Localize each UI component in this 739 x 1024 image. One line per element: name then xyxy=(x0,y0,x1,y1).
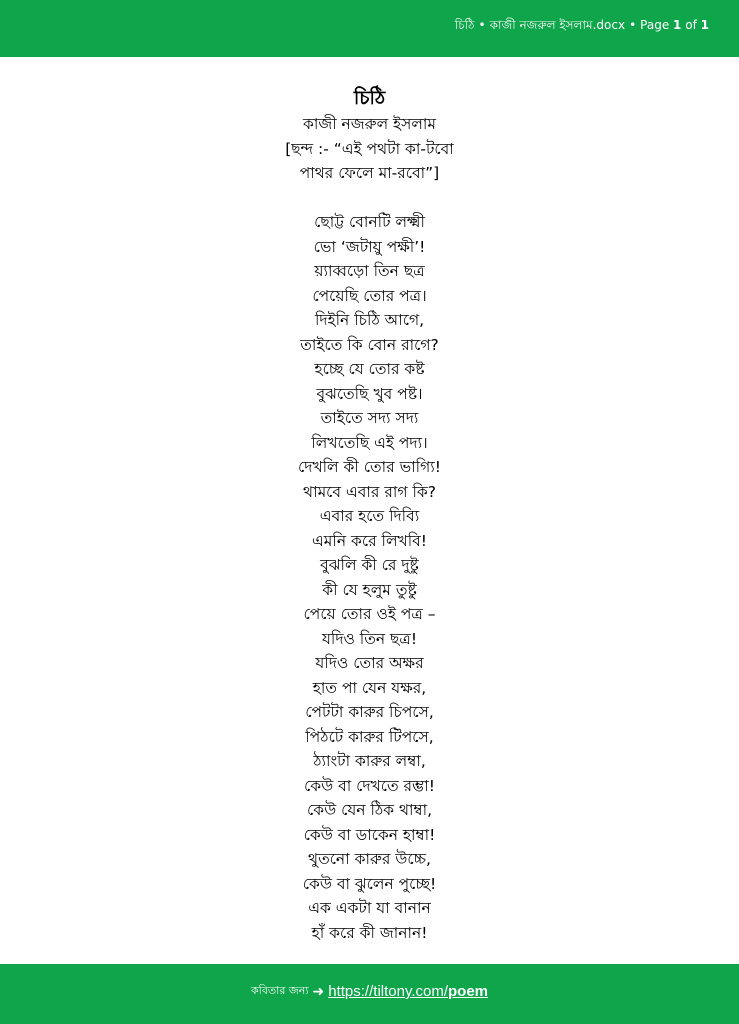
page-of: of xyxy=(685,18,697,32)
poem-line: যদিও তিন ছত্র! xyxy=(321,629,418,648)
poem-line: য়্যাব্বড়ো তিন ছত্র xyxy=(314,262,425,280)
poem-author: কাজী নজরুল ইসলাম xyxy=(302,115,436,133)
poem-title: চিঠি xyxy=(353,87,386,109)
poem-body xyxy=(0,84,739,945)
poem-line: বুঝতেছি খুব পষ্ট। xyxy=(316,384,423,403)
poem-line: থামবে এবার রাগ কি? xyxy=(303,482,436,501)
poem-line: ভো ‘জটায়ু পক্ষী’! xyxy=(313,237,426,256)
meter-note-line-1: [ছন্দ :- “এই পথটা কা-টবো xyxy=(285,139,454,158)
poem-line: হাঁ করে কী জানান! xyxy=(311,923,428,942)
poem-line: ছোট্ট বোনটি লক্ষ্মী xyxy=(314,213,425,231)
doc-author: কাজী নজরুল ইসলাম xyxy=(489,18,593,32)
poem-line: পেয়েছি তোর পত্র। xyxy=(312,286,427,305)
poem-line: থুতনো কারুর উচ্চে, xyxy=(308,850,431,868)
poem-line: হাত পা যেন যক্ষর, xyxy=(312,678,427,697)
poem-line: যদিও তোর অক্ষর xyxy=(315,654,424,672)
doc-extension: .docx xyxy=(592,18,626,32)
poem-line: ঠ্যাংটা কারুর লম্বা, xyxy=(313,752,426,770)
poem-line: এমনি করে লিখবি! xyxy=(312,531,427,550)
poem-line: কেউ বা দেখতে রম্ভা! xyxy=(303,776,436,795)
link-prefix: https://tiltony.com/ xyxy=(328,983,449,1000)
page-label: Page xyxy=(640,18,670,32)
poem-line: এক একটা যা বানান xyxy=(308,899,431,917)
doc-title: চিঠি xyxy=(454,18,475,32)
poem-line: তাইতে কি বোন রাগে? xyxy=(300,335,439,354)
link-bold-part: poem xyxy=(448,983,489,1000)
page-current: 1 xyxy=(673,18,682,32)
poem-line: এবার হতে দিব্যি xyxy=(319,507,420,525)
poem-line: হচ্ছে যে তোর কষ্ট xyxy=(314,360,425,378)
poem-line: পেটটা কারুর চিপসে, xyxy=(305,703,434,721)
poem-line: কী যে হলুম তুষ্টু xyxy=(322,580,417,599)
poem-line: পেয়ে তোর ওই পত্র – xyxy=(303,605,436,623)
separator-dot: • xyxy=(629,18,637,32)
poem-line: কেউ যেন ঠিক থাম্বা, xyxy=(306,801,433,819)
footer-content xyxy=(0,981,739,1001)
poem-line: তাইতে সদ্য সদ্য xyxy=(320,409,419,427)
stanza-spacer xyxy=(0,186,739,211)
arrow-right-icon: ➜ xyxy=(312,983,325,1000)
meter-note-line-2: পাথর ফেলে মা-রবো”] xyxy=(299,164,440,182)
footer-label: কবিতার জন্য xyxy=(250,984,309,997)
poem-line: বুঝলি কী রে দুষ্টু xyxy=(320,556,419,574)
page-total: 1 xyxy=(700,18,709,32)
poem-site-link[interactable] xyxy=(328,983,488,1000)
footer-bar xyxy=(0,964,739,1024)
poem-line: দেখলি কী তোর ভাগ্যি! xyxy=(298,458,441,476)
poem-line: কেউ বা ঝুলেন পুচ্ছে! xyxy=(302,874,437,893)
poem-line: কেউ বা ডাকেন হাম্বা! xyxy=(303,825,436,844)
header-bar xyxy=(0,0,739,57)
separator-dot: • xyxy=(478,18,486,32)
poem-line: দিইনি চিঠি আগে, xyxy=(314,311,425,329)
document-info xyxy=(455,17,709,33)
poem-line: পিঠটে কারুর টিপসে, xyxy=(305,727,434,746)
poem-line: লিখতেছি এই পদ্য। xyxy=(311,433,428,452)
